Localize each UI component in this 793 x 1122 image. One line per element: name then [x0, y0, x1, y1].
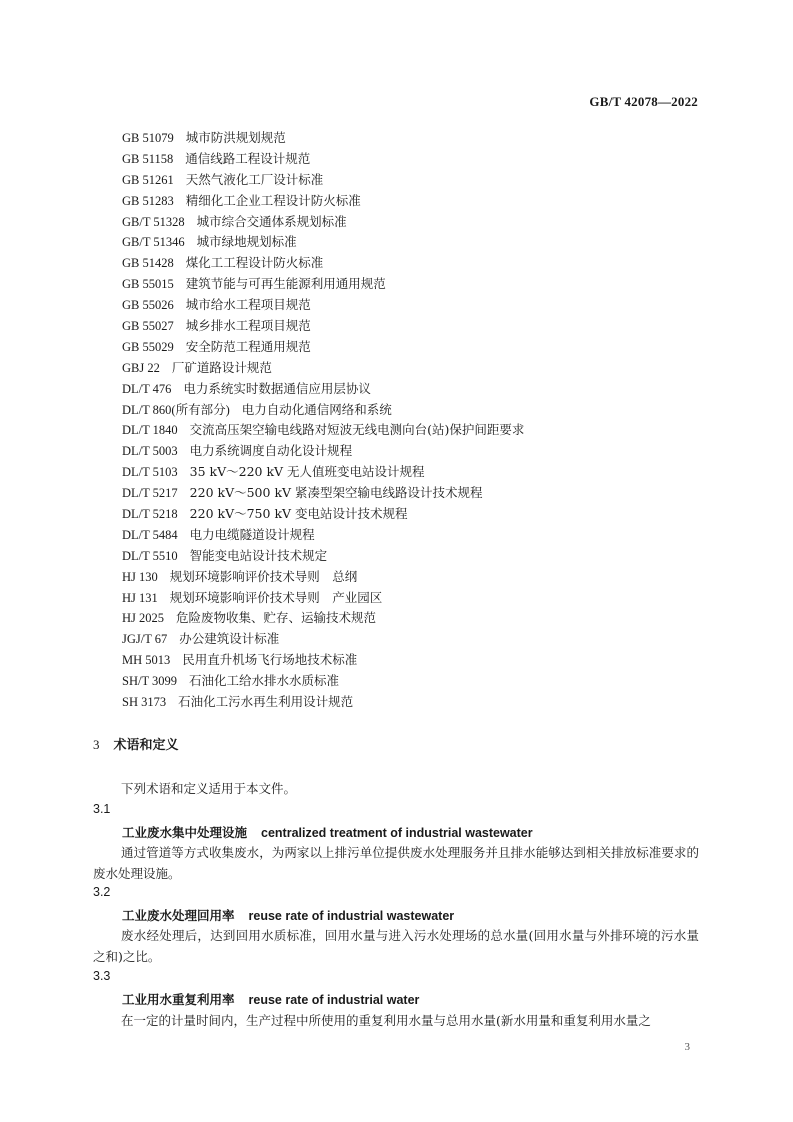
reference-item	[122, 483, 702, 504]
section-intro: 下列术语和定义适用于本文件。	[121, 781, 297, 796]
section-title: 术语和定义	[113, 738, 179, 753]
term-english: centralized treatment of industrial wastewater	[261, 826, 533, 840]
term-chinese: 工业废水集中处理设施	[122, 825, 248, 840]
reference-code: DL/T 5218	[122, 507, 178, 522]
reference-title: 220 kV～500 kV 紧凑型架空输电线路设计技术规程	[189, 485, 483, 501]
reference-item	[122, 379, 702, 400]
reference-title: 规划环境影响评价技术导则 总纲	[169, 568, 358, 584]
reference-item	[122, 608, 702, 629]
reference-code: GB 51079	[122, 131, 174, 145]
reference-code: HJ 2025	[122, 611, 165, 626]
term-chinese: 工业用水重复利用率	[122, 992, 235, 1007]
reference-item	[122, 232, 702, 253]
reference-title: 建筑节能与可再生能源利用通用规范	[185, 276, 386, 292]
reference-code: SH/T 3099	[122, 674, 177, 689]
reference-code: DL/T 5510	[122, 548, 178, 563]
reference-item	[122, 212, 702, 233]
normative-references-list	[122, 128, 702, 713]
reference-item	[122, 462, 702, 483]
reference-code: GBJ 22	[122, 360, 160, 375]
reference-code: DL/T 860(所有部分)	[122, 402, 230, 417]
reference-item	[122, 253, 702, 274]
term-number: 3.3	[93, 969, 111, 983]
term-definition: 通过管道等方式收集废水，为两家以上排污单位提供废水处理服务并且排水能够达到相关排放标准要求的废水处理设施。	[93, 845, 699, 881]
section-number: 3	[93, 737, 100, 752]
reference-title: 天然气液化工厂设计标准	[185, 171, 324, 187]
reference-item	[122, 149, 702, 170]
reference-item	[122, 441, 702, 462]
reference-code: GB 51261	[122, 172, 174, 187]
reference-title: 智能变电站设计技术规定	[189, 547, 328, 563]
reference-title: 厂矿道路设计规范	[171, 359, 272, 375]
term-heading	[122, 906, 454, 924]
reference-title: 电力系统调度自动化设计规程	[189, 443, 353, 459]
term-english: reuse rate of industrial water	[248, 993, 420, 1007]
reference-title: 民用直升机场飞行场地技术标准	[182, 652, 358, 668]
reference-code: DL/T 5484	[122, 527, 178, 542]
reference-title: 办公建筑设计标准	[179, 631, 280, 647]
reference-code: GB 55015	[122, 277, 174, 292]
term-number: 3.1	[93, 802, 111, 816]
term-definition: 在一定的计量时间内，生产过程中所使用的重复利用水量与总用水量(新水用量和重复利用水量之	[121, 1013, 651, 1028]
document-number: GB/T 42078—2022	[589, 94, 698, 109]
term-heading	[122, 990, 419, 1008]
reference-title: 城乡排水工程项目规范	[185, 318, 311, 334]
reference-item	[122, 295, 702, 316]
reference-code: GB 55026	[122, 298, 174, 313]
reference-item	[122, 504, 702, 525]
reference-title: 城市给水工程项目规范	[185, 297, 311, 313]
reference-item	[122, 316, 702, 337]
reference-item	[122, 692, 702, 713]
reference-code: GB 51283	[122, 193, 174, 208]
term-number: 3.2	[93, 885, 111, 899]
reference-code: DL/T 5103	[122, 465, 178, 480]
reference-code: GB/T 51328	[122, 214, 185, 229]
term-definition: 废水经处理后，达到回用水质标准，回用水量与进入污水处理场的总水量(回用水量与外排环境的污水量之和)之比。	[93, 928, 699, 964]
reference-item	[122, 671, 702, 692]
reference-title: 35 kV～220 kV 无人值班变电站设计规程	[189, 464, 425, 480]
reference-title: 石油化工给水排水水质标准	[189, 673, 340, 689]
reference-item	[122, 525, 702, 546]
reference-code: DL/T 5217	[122, 486, 178, 501]
reference-title: 220 kV～750 kV 变电站设计技术规程	[189, 506, 408, 522]
reference-item	[122, 191, 702, 212]
reference-title: 城市绿地规划标准	[196, 234, 297, 250]
reference-item	[122, 170, 702, 191]
reference-code: HJ 130	[122, 569, 158, 584]
reference-item	[122, 128, 702, 149]
reference-item	[122, 358, 702, 379]
reference-code: GB 55029	[122, 339, 174, 354]
reference-code: GB 51158	[122, 151, 174, 166]
reference-title: 煤化工工程设计防火标准	[185, 255, 324, 271]
section-heading	[93, 734, 179, 753]
reference-item	[122, 546, 702, 567]
reference-code: GB/T 51346	[122, 235, 185, 250]
reference-item	[122, 274, 702, 295]
reference-title: 安全防范工程通用规范	[185, 338, 311, 354]
reference-title: 电力系统实时数据通信应用层协议	[183, 380, 371, 396]
reference-title: 交流高压架空输电线路对短波无线电测向台(站)保护间距要求	[189, 422, 525, 438]
reference-title: 电力自动化通信网络和系统	[241, 401, 392, 417]
reference-title: 通信线路工程设计规范	[185, 150, 311, 166]
reference-item	[122, 650, 702, 671]
page-number: 3	[684, 1041, 690, 1053]
reference-title: 危险废物收集、贮存、运输技术规范	[176, 610, 377, 626]
reference-title: 规划环境影响评价技术导则 产业园区	[169, 589, 383, 605]
reference-item	[122, 588, 702, 609]
term-chinese: 工业废水处理回用率	[122, 908, 235, 923]
reference-item	[122, 400, 702, 421]
reference-title: 城市综合交通体系规划标准	[196, 213, 347, 229]
reference-code: DL/T 5003	[122, 444, 178, 459]
reference-code: JGJ/T 67	[122, 632, 168, 647]
reference-code: HJ 131	[122, 590, 158, 605]
reference-item	[122, 629, 702, 650]
reference-code: GB 55027	[122, 319, 174, 334]
term-heading	[122, 823, 533, 841]
reference-item	[122, 337, 702, 358]
reference-code: MH 5013	[122, 653, 171, 668]
reference-item	[122, 420, 702, 441]
reference-code: DL/T 476	[122, 381, 172, 396]
reference-title: 电力电缆隧道设计规程	[189, 526, 315, 542]
reference-code: GB 51428	[122, 256, 174, 271]
reference-title: 石油化工污水再生利用设计规范	[178, 694, 354, 710]
reference-title: 精细化工企业工程设计防火标准	[185, 192, 361, 208]
reference-title: 城市防洪规划规范	[185, 130, 286, 145]
reference-code: SH 3173	[122, 695, 167, 710]
term-english: reuse rate of industrial wastewater	[248, 909, 455, 923]
reference-item	[122, 567, 702, 588]
reference-code: DL/T 1840	[122, 423, 178, 438]
